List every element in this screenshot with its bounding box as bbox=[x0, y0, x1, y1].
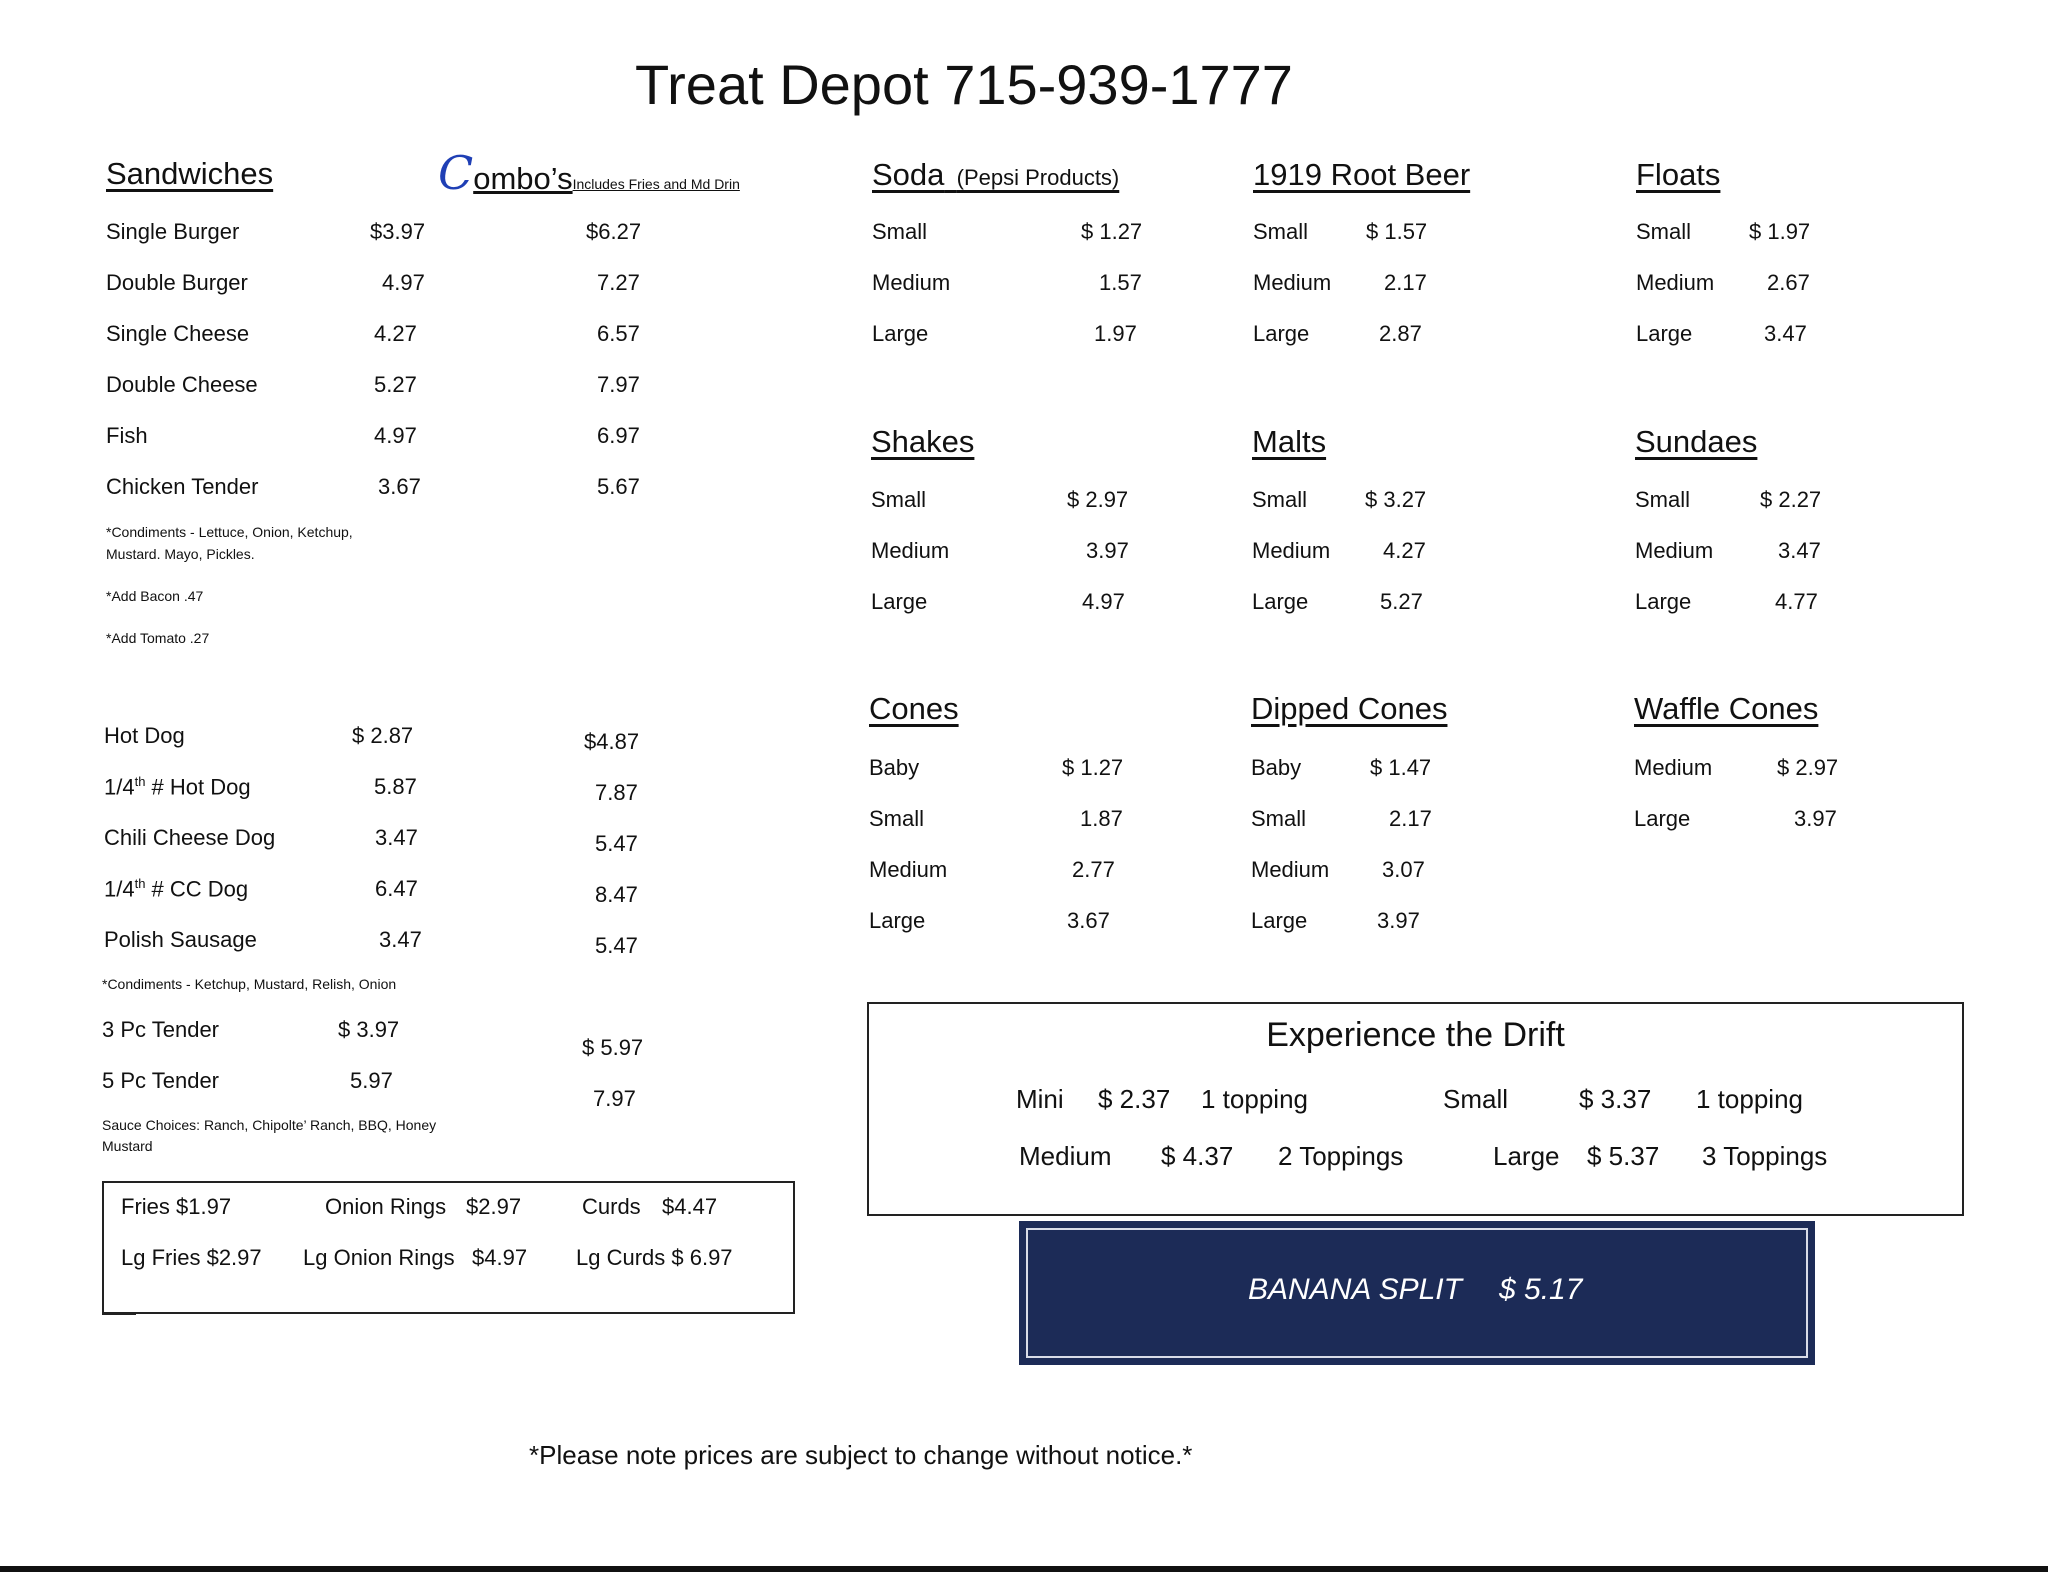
floats-price: 3.47 bbox=[1764, 321, 1807, 346]
sandwich-name: Fish bbox=[106, 423, 148, 448]
shakes-price: 4.97 bbox=[1082, 589, 1125, 614]
sundaes-size: Small bbox=[1635, 487, 1691, 512]
soda-price: 1.57 bbox=[1099, 270, 1142, 295]
sundaes-size: Large bbox=[1635, 589, 1692, 614]
sandwich-price: $3.97 bbox=[370, 219, 426, 244]
root-beer-price: $ 1.57 bbox=[1366, 219, 1428, 244]
hotdog-price: 3.47 bbox=[375, 825, 418, 850]
sandwich-price: 4.27 bbox=[374, 321, 417, 346]
dipped-cones-size: Large bbox=[1251, 908, 1308, 933]
condiments-note: Mustard. Mayo, Pickles. bbox=[106, 546, 255, 562]
sandwich-name: Single Cheese bbox=[106, 321, 250, 346]
tender-name: 5 Pc Tender bbox=[102, 1068, 220, 1093]
tender-combo-price: $ 5.97 bbox=[582, 1035, 644, 1060]
hotdog-combo-price: 5.47 bbox=[595, 831, 638, 856]
sandwiches-header: Sandwiches bbox=[106, 156, 274, 191]
root-beer-header: 1919 Root Beer bbox=[1253, 157, 1471, 192]
soda-size: Medium bbox=[872, 270, 951, 295]
page-title: Treat Depot 715-939-1777 bbox=[635, 53, 1293, 116]
scan-edge-divider bbox=[0, 1566, 2048, 1572]
root-beer-size: Small bbox=[1253, 219, 1309, 244]
drift-medium-label: Medium bbox=[1019, 1141, 1112, 1171]
waffle-cones-header: Waffle Cones bbox=[1634, 691, 1819, 726]
soda-header-note: (Pepsi Products) bbox=[956, 165, 1120, 190]
drift-large-toppings: 3 Toppings bbox=[1702, 1141, 1828, 1171]
sundaes-price: $ 2.27 bbox=[1760, 487, 1822, 512]
dipped-cones-size: Baby bbox=[1251, 755, 1302, 780]
sundaes-price: 3.47 bbox=[1778, 538, 1821, 563]
waffle-cones-size: Medium bbox=[1634, 755, 1713, 780]
sandwich-name: Single Burger bbox=[106, 219, 240, 244]
dipped-cones-size: Small bbox=[1251, 806, 1307, 831]
condiments-note: *Condiments - Lettuce, Onion, Ketchup, bbox=[106, 524, 353, 540]
sandwich-price: 3.67 bbox=[378, 474, 421, 499]
hotdog-combo-price: 7.87 bbox=[595, 780, 638, 805]
soda-price: 1.97 bbox=[1094, 321, 1137, 346]
waffle-cones-size: Large bbox=[1634, 806, 1691, 831]
sandwich-price: 5.27 bbox=[374, 372, 417, 397]
lg-fries-label: Lg Fries $2.97 bbox=[121, 1245, 262, 1270]
drift-large-price: $ 5.37 bbox=[1587, 1141, 1660, 1171]
onion-rings-price: $2.97 bbox=[466, 1194, 522, 1219]
sandwich-price: 4.97 bbox=[382, 270, 425, 295]
drift-large-label: Large bbox=[1493, 1141, 1560, 1171]
hotdog-name-b: # CC Dog bbox=[145, 876, 249, 902]
floats-price: 2.67 bbox=[1767, 270, 1810, 295]
lg-onion-rings-price: $4.97 bbox=[472, 1245, 528, 1270]
malts-size: Small bbox=[1252, 487, 1308, 512]
soda-header-text: Soda bbox=[872, 157, 945, 192]
fries-label: Fries $1.97 bbox=[121, 1194, 232, 1219]
hotdog-name: Chili Cheese Dog bbox=[104, 825, 276, 850]
sandwich-combo-price: 6.57 bbox=[597, 321, 640, 346]
price-change-note: *Please note prices are subject to change without notice.* bbox=[529, 1440, 1193, 1470]
hotdog-condiments-note: *Condiments - Ketchup, Mustard, Relish, Onion bbox=[102, 976, 397, 992]
combos-header bbox=[438, 146, 740, 200]
sauce-choices-note: Mustard bbox=[102, 1138, 153, 1154]
shakes-price: $ 2.97 bbox=[1067, 487, 1129, 512]
drift-title: Experience the Drift bbox=[1266, 1016, 1565, 1054]
shakes-size: Small bbox=[871, 487, 927, 512]
combos-handwritten-c: C bbox=[438, 146, 474, 200]
hotdog-name: Hot Dog bbox=[104, 723, 185, 748]
floats-price: $ 1.97 bbox=[1749, 219, 1811, 244]
onion-rings-label: Onion Rings bbox=[325, 1194, 447, 1219]
hotdog-name-a: 1/4 bbox=[104, 876, 135, 902]
sandwich-combo-price: 7.97 bbox=[597, 372, 640, 397]
underline-mark bbox=[102, 1313, 136, 1315]
soda-size: Large bbox=[872, 321, 929, 346]
drift-mini-price: $ 2.37 bbox=[1098, 1084, 1171, 1114]
hotdog-name bbox=[104, 774, 251, 800]
dipped-cones-header: Dipped Cones bbox=[1251, 691, 1448, 726]
cones-size: Medium bbox=[869, 857, 948, 882]
tender-combo-price: 7.97 bbox=[593, 1086, 636, 1111]
floats-size: Large bbox=[1636, 321, 1693, 346]
floats-size: Small bbox=[1636, 219, 1692, 244]
drift-mini-label: Mini bbox=[1016, 1084, 1064, 1114]
sundaes-header: Sundaes bbox=[1635, 424, 1758, 459]
sandwich-combo-price: $6.27 bbox=[586, 219, 642, 244]
shakes-header: Shakes bbox=[871, 424, 975, 459]
drift-small-toppings: 1 topping bbox=[1696, 1084, 1803, 1114]
hotdog-price: 3.47 bbox=[379, 927, 422, 952]
cones-size: Baby bbox=[869, 755, 920, 780]
cones-price: 2.77 bbox=[1072, 857, 1115, 882]
malts-price: 4.27 bbox=[1383, 538, 1426, 563]
dipped-cones-size: Medium bbox=[1251, 857, 1330, 882]
shakes-price: 3.97 bbox=[1086, 538, 1129, 563]
hotdog-name bbox=[104, 876, 248, 902]
add-bacon-note: *Add Bacon .47 bbox=[106, 588, 204, 604]
hotdog-name-b: # Hot Dog bbox=[145, 774, 251, 800]
hotdog-price: 6.47 bbox=[375, 876, 418, 901]
sandwich-name: Double Burger bbox=[106, 270, 248, 295]
lg-curds-label: Lg Curds $ 6.97 bbox=[576, 1245, 733, 1270]
hotdog-price: $ 2.87 bbox=[352, 723, 414, 748]
drift-small-label: Small bbox=[1443, 1084, 1509, 1114]
cones-price: $ 1.27 bbox=[1062, 755, 1124, 780]
hotdog-combo-price: $4.87 bbox=[584, 729, 640, 754]
malts-size: Medium bbox=[1252, 538, 1331, 563]
cones-header: Cones bbox=[869, 691, 959, 726]
dipped-cones-price: 3.97 bbox=[1377, 908, 1420, 933]
sandwich-combo-price: 5.67 bbox=[597, 474, 640, 499]
cones-price: 3.67 bbox=[1067, 908, 1110, 933]
tender-price: $ 3.97 bbox=[338, 1017, 400, 1042]
hotdog-name: Polish Sausage bbox=[104, 927, 257, 952]
cones-size: Large bbox=[869, 908, 926, 933]
banana-split-label: BANANA SPLIT bbox=[1248, 1273, 1462, 1306]
root-beer-price: 2.87 bbox=[1379, 321, 1422, 346]
dipped-cones-price: 3.07 bbox=[1382, 857, 1425, 882]
waffle-cones-price: 3.97 bbox=[1794, 806, 1837, 831]
sauce-choices-note: Sauce Choices: Ranch, Chipolte’ Ranch, BBQ, Honey bbox=[102, 1117, 437, 1133]
soda-price: $ 1.27 bbox=[1081, 219, 1143, 244]
sandwich-price: 4.97 bbox=[374, 423, 417, 448]
banana-split-banner bbox=[1019, 1221, 1815, 1365]
soda-header bbox=[872, 157, 1119, 193]
sandwich-name: Chicken Tender bbox=[106, 474, 259, 499]
hotdog-combo-price: 5.47 bbox=[595, 933, 638, 958]
banana-split-price: $ 5.17 bbox=[1499, 1273, 1583, 1306]
combos-header-text: ombo’s bbox=[473, 161, 573, 196]
curds-price: $4.47 bbox=[662, 1194, 718, 1219]
tender-name: 3 Pc Tender bbox=[102, 1017, 220, 1042]
root-beer-size: Medium bbox=[1253, 270, 1332, 295]
hotdog-combo-price: 8.47 bbox=[595, 882, 638, 907]
cones-size: Small bbox=[869, 806, 925, 831]
drift-medium-price: $ 4.37 bbox=[1161, 1141, 1234, 1171]
soda-size: Small bbox=[872, 219, 928, 244]
sandwich-combo-price: 6.97 bbox=[597, 423, 640, 448]
hotdog-name-a: 1/4 bbox=[104, 774, 135, 800]
combos-subtitle: Includes Fries and Md Drin bbox=[572, 176, 740, 192]
hotdog-price: 5.87 bbox=[374, 774, 417, 799]
malts-price: $ 3.27 bbox=[1365, 487, 1427, 512]
sandwich-name: Double Cheese bbox=[106, 372, 258, 397]
root-beer-price: 2.17 bbox=[1384, 270, 1427, 295]
drift-small-price: $ 3.37 bbox=[1579, 1084, 1652, 1114]
shakes-size: Large bbox=[871, 589, 928, 614]
sandwich-combo-price: 7.27 bbox=[597, 270, 640, 295]
malts-price: 5.27 bbox=[1380, 589, 1423, 614]
tender-price: 5.97 bbox=[350, 1068, 393, 1093]
sundaes-size: Medium bbox=[1635, 538, 1714, 563]
malts-size: Large bbox=[1252, 589, 1309, 614]
hotdog-name-sup: th bbox=[134, 774, 146, 789]
floats-header: Floats bbox=[1636, 157, 1721, 192]
dipped-cones-price: 2.17 bbox=[1389, 806, 1432, 831]
root-beer-size: Large bbox=[1253, 321, 1310, 346]
drift-medium-toppings: 2 Toppings bbox=[1278, 1141, 1404, 1171]
floats-size: Medium bbox=[1636, 270, 1715, 295]
lg-onion-rings-label: Lg Onion Rings bbox=[303, 1245, 455, 1270]
shakes-size: Medium bbox=[871, 538, 950, 563]
drift-mini-toppings: 1 topping bbox=[1201, 1084, 1308, 1114]
curds-label: Curds bbox=[582, 1194, 641, 1219]
add-tomato-note: *Add Tomato .27 bbox=[106, 630, 210, 646]
malts-header: Malts bbox=[1252, 424, 1327, 459]
waffle-cones-price: $ 2.97 bbox=[1777, 755, 1839, 780]
hotdog-name-sup: th bbox=[134, 876, 146, 891]
dipped-cones-price: $ 1.47 bbox=[1370, 755, 1432, 780]
cones-price: 1.87 bbox=[1080, 806, 1123, 831]
sundaes-price: 4.77 bbox=[1775, 589, 1818, 614]
